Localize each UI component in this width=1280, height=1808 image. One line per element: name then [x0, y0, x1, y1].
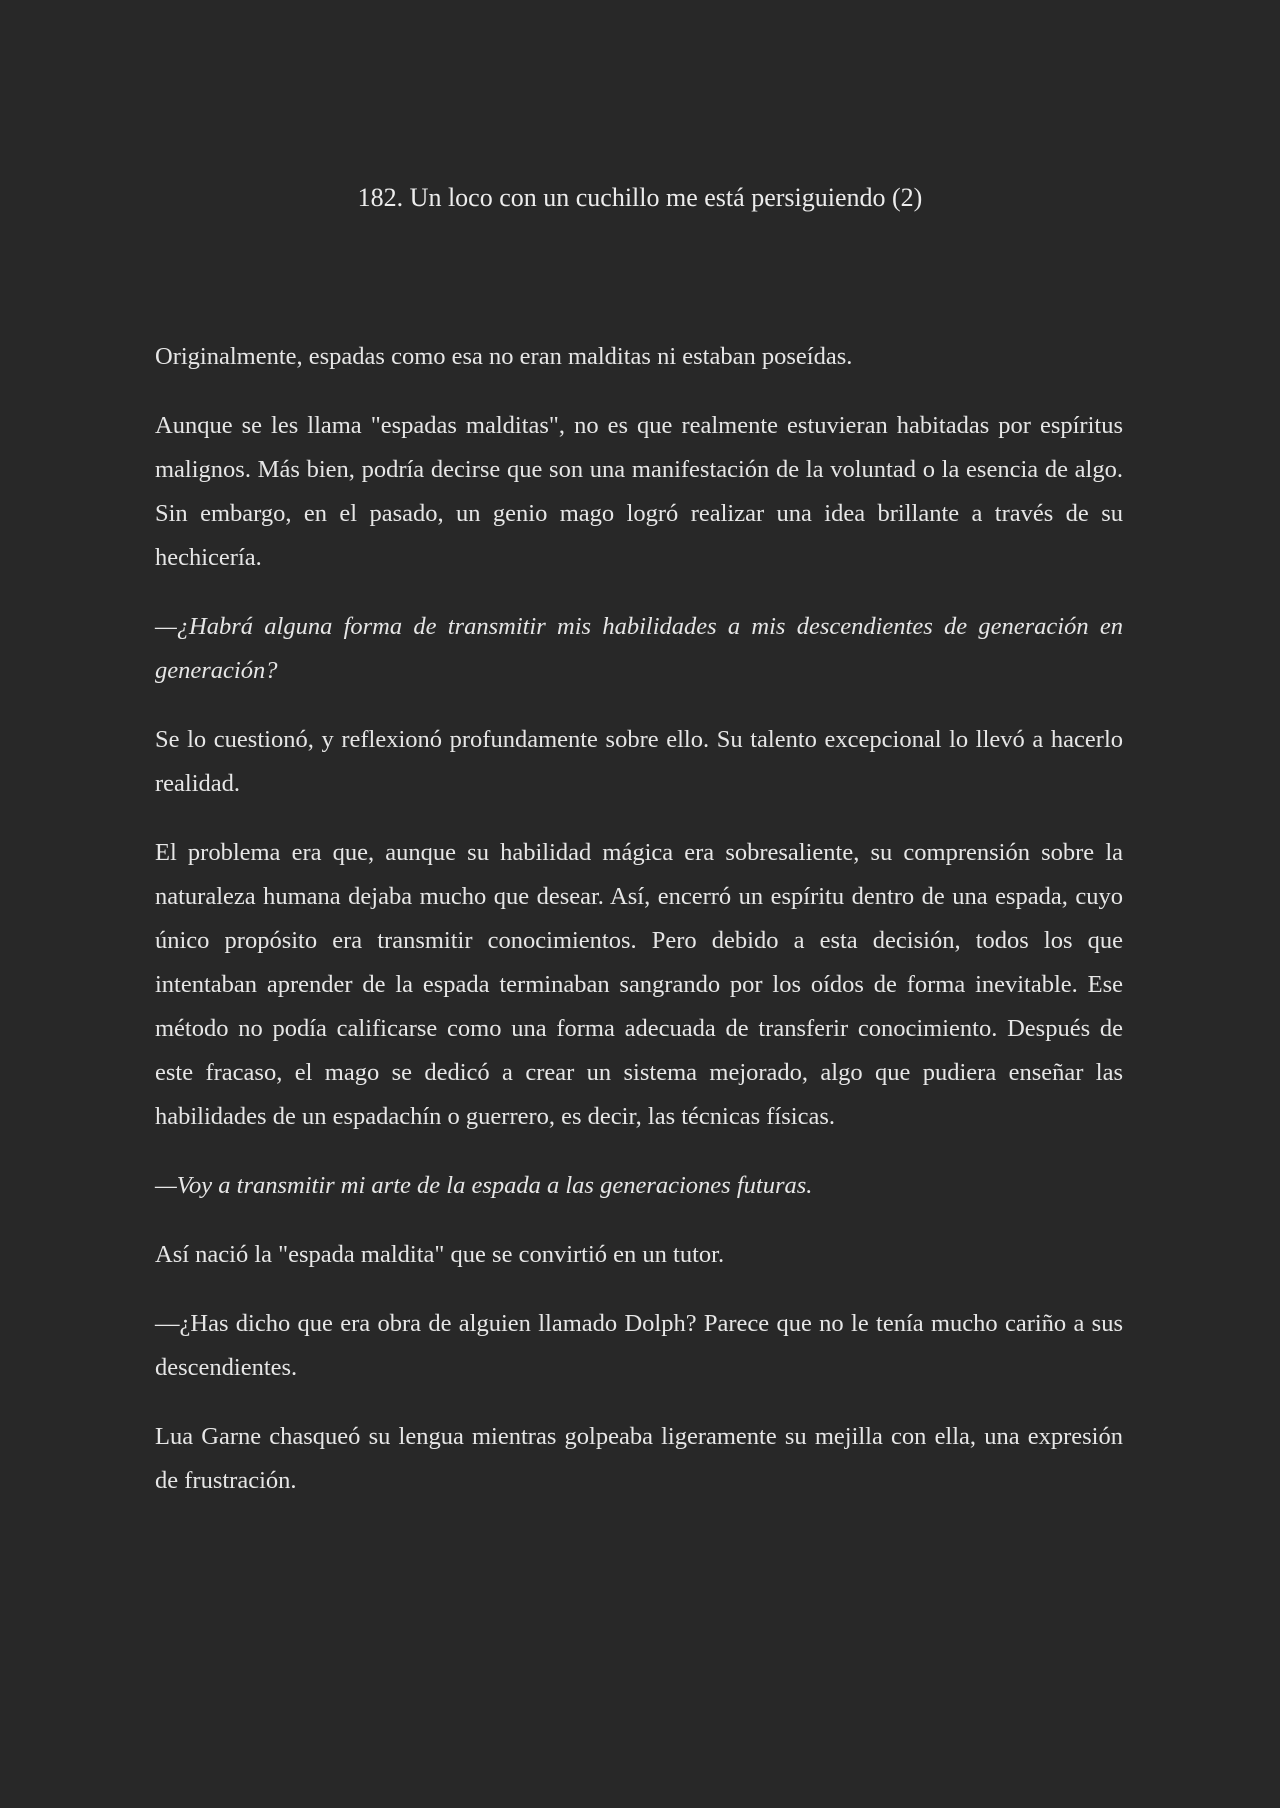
paragraph-4: Se lo cuestionó, y reflexionó profundamente sobre ello. Su talento excepcional lo llevó a hacerlo realidad. [155, 726, 1123, 797]
paragraph-2: Aunque se les llama "espadas malditas", no es que realmente estuvieran habitadas por espíritus malignos. Más bien, podría decirse que son una manifestación de la voluntad o la esencia de algo. Sin embargo, en el pasado, un genio mago logró realizar una idea brillante a través de su hechicería. [155, 412, 1123, 571]
chapter-body [155, 335, 1123, 1528]
paragraph-6-italic-dialogue: —Voy a transmitir mi arte de la espada a las generaciones futuras. [155, 1172, 813, 1199]
paragraph-8-dialogue: —¿Has dicho que era obra de alguien llamado Dolph? Parece que no le tenía mucho cariño a sus descendientes. [155, 1310, 1123, 1381]
chapter-title: 182. Un loco con un cuchillo me está persiguiendo (2) [357, 183, 923, 212]
paragraph-3-italic-dialogue: —¿Habrá alguna forma de transmitir mis habilidades a mis descendientes de generación en generación? [155, 613, 1123, 684]
paragraph-1: Originalmente, espadas como esa no eran malditas ni estaban poseídas. [155, 343, 853, 370]
paragraph-7: Así nació la "espada maldita" que se convirtió en un tutor. [155, 1241, 725, 1268]
paragraph-5: El problema era que, aunque su habilidad mágica era sobresaliente, su comprensión sobre la naturaleza humana dejaba mucho que desear. Así, encerró un espíritu dentro de una espada, cuyo único propósito era transmitir conocimientos. Pero debido a esta decisión, todos los que intentaban aprender de la espada terminaban sangrando por los oídos de forma inevitable. Ese método no podía calificarse como una forma adecuada de transferir conocimiento. Después de este fracaso, el mago se dedicó a crear un sistema mejorado, algo que pudiera enseñar las habilidades de un espadachín o guerrero, es decir, las técnicas físicas. [155, 839, 1123, 1130]
paragraph-9: Lua Garne chasqueó su lengua mientras golpeaba ligeramente su mejilla con ella, una expresión de frustración. [155, 1423, 1123, 1494]
